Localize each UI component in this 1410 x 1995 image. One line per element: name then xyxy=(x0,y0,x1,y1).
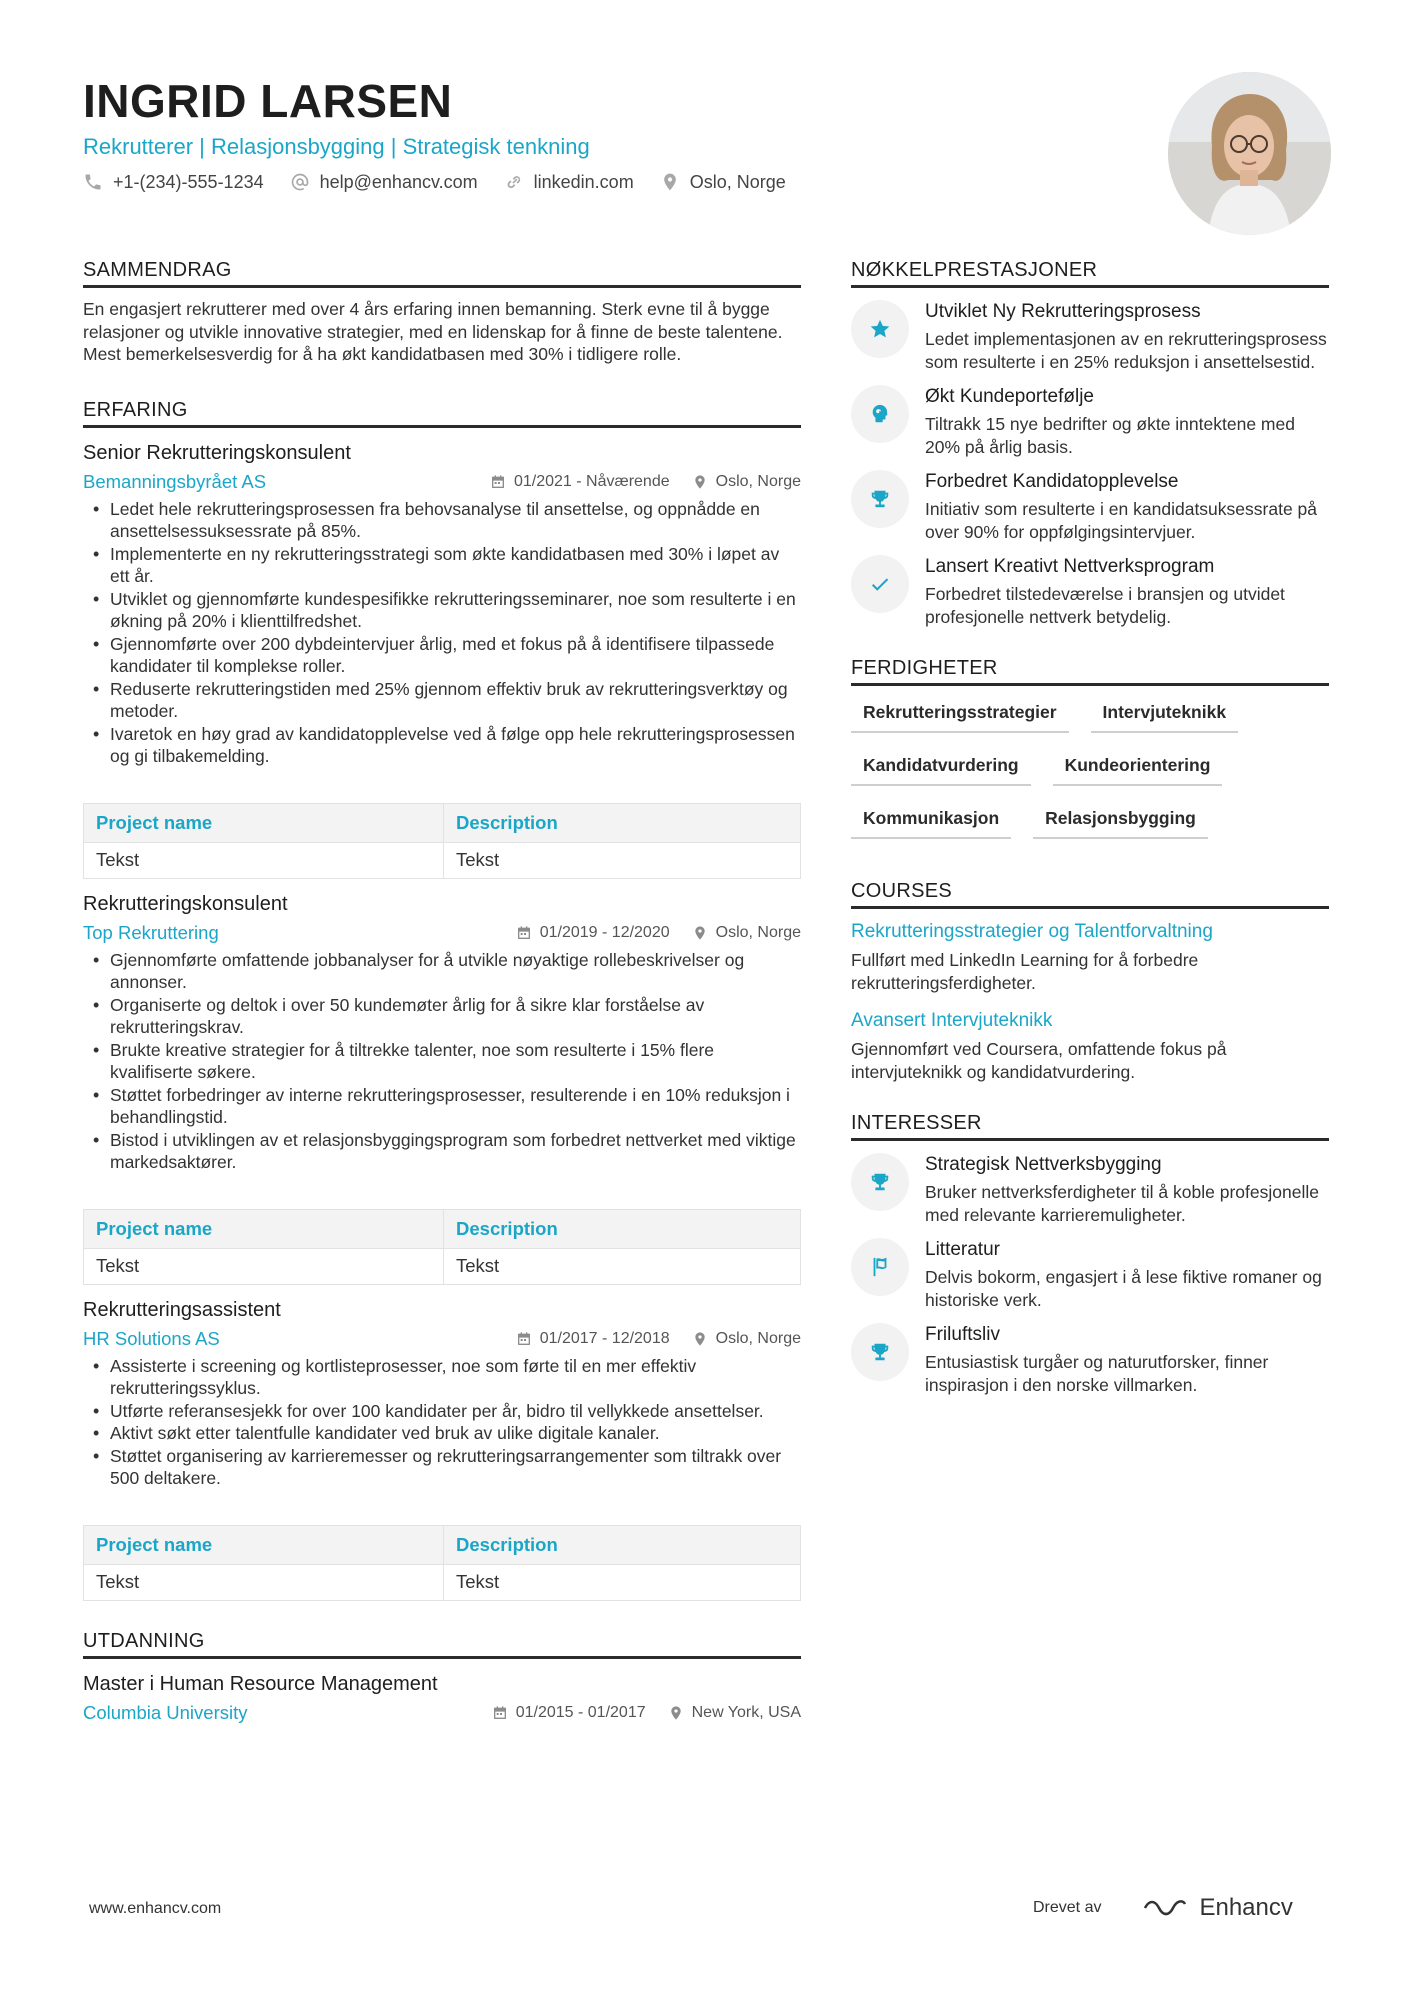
footer-branding xyxy=(1033,1894,1293,1922)
job-entry xyxy=(83,891,801,1285)
job-title: Rekrutteringsassistent xyxy=(83,1298,281,1321)
email-text[interactable]: help@enhancv.com xyxy=(319,171,478,192)
bullet-item: • Brukte kreative strategier for å tiltrekke talenter, noe som resulterte i 15% flere kvalifiserte søkere. xyxy=(83,1039,801,1084)
trophy-icon xyxy=(869,488,891,510)
profile-photo xyxy=(1168,72,1331,235)
interest-text: Entusiastisk turgåer og naturutforsker, finner inspirasjon i den norske villmarken. xyxy=(925,1352,1269,1395)
project-name-header: Project name xyxy=(84,1525,444,1564)
achievement-body xyxy=(925,300,1329,373)
skill-tag: Rekrutteringsstrategier xyxy=(851,702,1069,733)
section-title: NØKKELPRESTASJONER xyxy=(851,258,1329,288)
resume-header xyxy=(83,74,1143,196)
education-dates-text: 01/2015 - 01/2017 xyxy=(515,1703,646,1721)
bullet-item: • Støttet forbedringer av interne rekrutteringsprosesser, resulterende i en 10% reduksjon i behandlingstid. xyxy=(83,1084,801,1129)
project-name-header: Project name xyxy=(84,803,444,842)
brand-name: Enhancv xyxy=(1199,1894,1293,1921)
education-location xyxy=(668,1704,801,1722)
achievement-text: Initiativ som resulterte i en kandidatsuksessrate på over 90% for oppfølgingsintervjuer. xyxy=(925,499,1317,542)
job-dates-text: 01/2021 - Nåværende xyxy=(513,472,670,490)
job-meta xyxy=(83,470,801,494)
course-text: Gjennomført ved Coursera, omfattende fokus på intervjuteknikk og kandidatvurdering. xyxy=(851,1039,1227,1082)
achievement-body xyxy=(925,385,1329,458)
skills-section xyxy=(851,656,1329,839)
job-bullets xyxy=(83,1355,801,1490)
section-title: ERFARING xyxy=(83,398,801,428)
calendar-icon xyxy=(516,925,532,941)
project-desc-header: Description xyxy=(444,1209,801,1248)
achievement-icon-badge xyxy=(851,555,909,613)
course-title: Avansert Intervjuteknikk xyxy=(851,1010,1053,1031)
bullet-item: • Gjennomførte omfattende jobbanalyser for å utvikle nøyaktige rollebeskrivelser og annonser. xyxy=(83,949,801,994)
interest-title: Litteratur xyxy=(925,1239,1000,1260)
table-row xyxy=(84,1248,801,1284)
table-header-row xyxy=(84,1525,801,1564)
job-location-text: Oslo, Norge xyxy=(715,472,801,490)
job-title: Rekrutteringskonsulent xyxy=(83,892,288,915)
course-text: Fullført med LinkedIn Learning for å forbedre rekrutteringsferdigheter. xyxy=(851,950,1199,993)
job-dates xyxy=(490,473,670,491)
job-entry xyxy=(83,1297,801,1601)
skill-tag: Kandidatvurdering xyxy=(851,755,1031,786)
achievement-title: Lansert Kreativt Nettverksprogram xyxy=(925,556,1215,577)
achievement-title: Økt Kundeportefølje xyxy=(925,386,1094,407)
brain-icon xyxy=(869,403,891,425)
calendar-icon xyxy=(490,474,506,490)
achievement-item xyxy=(851,385,1329,458)
summary-section xyxy=(83,258,801,366)
achievement-icon-badge xyxy=(851,470,909,528)
company-name: Bemanningsbyrået AS xyxy=(83,470,267,492)
trophy-icon xyxy=(869,1341,891,1363)
summary-text: En engasjert rekrutterer med over 4 års erfaring innen bemanning. Sterk evne til å bygge relasjoner og utvikle innovative strategier, med en lidenskap for å finne de beste talentene. Mest bemerkelsesverdig for å ha økt kandidatbasen med 30% i tidligere rolle. xyxy=(83,299,783,364)
interest-title: Strategisk Nettverksbygging xyxy=(925,1154,1162,1175)
skill-tag: Kundeorientering xyxy=(1053,755,1223,786)
job-entry xyxy=(83,440,801,879)
phone-icon xyxy=(83,172,103,192)
bullet-item: • Bistod i utviklingen av et relasjonsbyggingsprogram som forbedret nettverket med viktige markedsaktører. xyxy=(83,1129,801,1174)
candidate-name: INGRID LARSEN xyxy=(83,75,453,127)
degree-title: Master i Human Resource Management xyxy=(83,1672,438,1695)
job-meta xyxy=(83,921,801,945)
location-text: Oslo, Norge xyxy=(689,171,786,192)
achievement-text: Ledet implementasjonen av en rekrutteringsprosess som resulterte i en 25% reduksjon i ansettelsestid. xyxy=(925,329,1327,372)
bullet-item: • Organiserte og deltok i over 50 kundemøter årlig for å sikre klar forståelse av rekrutteringskrav. xyxy=(83,994,801,1039)
job-dates-text: 01/2017 - 12/2018 xyxy=(539,1329,670,1347)
education-section xyxy=(83,1629,801,1725)
project-name-cell: Tekst xyxy=(84,842,444,878)
achievement-title: Utviklet Ny Rekrutteringsprosess xyxy=(925,301,1201,322)
education-dates xyxy=(492,1704,646,1722)
section-title: FERDIGHETER xyxy=(851,656,1329,686)
job-location-text: Oslo, Norge xyxy=(715,1329,801,1347)
interests-section xyxy=(851,1111,1329,1396)
flag-icon xyxy=(869,1256,891,1278)
skill-tag: Intervjuteknikk xyxy=(1091,702,1239,733)
left-column xyxy=(83,258,801,1747)
job-location xyxy=(692,1330,801,1348)
job-meta xyxy=(83,1327,801,1351)
table-row xyxy=(84,842,801,878)
interest-title: Friluftsliv xyxy=(925,1324,1000,1345)
section-title: UTDANNING xyxy=(83,1629,801,1659)
achievement-item xyxy=(851,470,1329,543)
enhancv-logo-icon xyxy=(1141,1896,1189,1920)
job-bullets xyxy=(83,949,801,1174)
contact-linkedin[interactable] xyxy=(504,172,634,193)
skill-tag: Relasjonsbygging xyxy=(1033,808,1208,839)
job-dates xyxy=(516,924,670,942)
section-title: INTERESSER xyxy=(851,1111,1329,1141)
achievement-text: Forbedret tilstedeværelse i bransjen og utvidet profesjonelle nettverk betydelig. xyxy=(925,584,1285,627)
job-location xyxy=(692,473,801,491)
interest-body xyxy=(925,1153,1329,1226)
contact-bar xyxy=(83,168,1143,196)
star-icon xyxy=(869,318,891,340)
contact-phone xyxy=(83,172,264,193)
project-name-cell: Tekst xyxy=(84,1564,444,1600)
interest-item xyxy=(851,1323,1329,1396)
check-icon xyxy=(869,573,891,595)
project-desc-cell: Tekst xyxy=(444,1248,801,1284)
powered-by-text: Drevet av xyxy=(1033,1899,1102,1916)
job-title: Senior Rekrutteringskonsulent xyxy=(83,441,351,464)
phone-text: +1-(234)-555-1234 xyxy=(113,171,264,192)
job-meta-right xyxy=(516,924,801,942)
footer-website[interactable]: www.enhancv.com xyxy=(89,1900,222,1917)
interest-item xyxy=(851,1238,1329,1311)
job-dates xyxy=(516,1330,670,1348)
course-item xyxy=(851,1008,1329,1083)
skill-tag: Kommunikasjon xyxy=(851,808,1011,839)
experience-section xyxy=(83,398,801,1601)
education-location-text: New York, USA xyxy=(691,1703,801,1721)
project-desc-header: Description xyxy=(444,1525,801,1564)
location-pin-icon xyxy=(692,1331,708,1347)
project-table xyxy=(83,1209,801,1285)
achievement-item xyxy=(851,300,1329,373)
project-desc-cell: Tekst xyxy=(444,1564,801,1600)
brand-logo[interactable] xyxy=(1141,1894,1292,1922)
contact-location xyxy=(660,172,786,193)
achievement-text: Tiltrakk 15 nye bedrifter og økte inntektene med 20% på årlig basis. xyxy=(925,414,1295,457)
job-location-text: Oslo, Norge xyxy=(715,923,801,941)
achievement-icon-badge xyxy=(851,385,909,443)
bullet-item: • Assisterte i screening og kortlisteprosesser, noe som førte til en mer effektiv rekrutteringssyklus. xyxy=(83,1355,801,1400)
course-item xyxy=(851,919,1329,994)
bullet-item: • Gjennomførte over 200 dybdeintervjuer årlig, med et fokus på å identifisere tilpassede kandidater til komplekse roller. xyxy=(83,633,801,678)
achievement-body xyxy=(925,555,1329,628)
achievement-title: Forbedret Kandidatopplevelse xyxy=(925,471,1179,492)
job-meta-right xyxy=(490,473,801,491)
job-meta-right xyxy=(516,1330,801,1348)
education-meta-right xyxy=(492,1704,801,1722)
project-desc-header: Description xyxy=(444,803,801,842)
project-table xyxy=(83,1525,801,1601)
linkedin-text[interactable]: linkedin.com xyxy=(533,171,634,192)
calendar-icon xyxy=(492,1705,508,1721)
trophy-icon xyxy=(869,1171,891,1193)
bullet-item: • Ledet hele rekrutteringsprosessen fra behovsanalyse til ansettelse, og oppnådde en ansettelsessuksessrate på 85%. xyxy=(83,498,801,543)
section-title: COURSES xyxy=(851,879,1329,909)
contact-email[interactable] xyxy=(290,172,478,193)
job-bullets xyxy=(83,498,801,768)
table-row xyxy=(84,1564,801,1600)
course-title: Rekrutteringsstrategier og Talentforvaltning xyxy=(851,921,1213,942)
bullet-item: • Implementerte en ny rekrutteringsstrategi som økte kandidatbasen med 30% i løpet av ett år. xyxy=(83,543,801,588)
bullet-item: • Utførte referansesjekk for over 100 kandidater per år, bidro til vellykkede ansettelser. xyxy=(83,1400,801,1423)
job-dates-text: 01/2019 - 12/2020 xyxy=(539,923,670,941)
right-column xyxy=(851,258,1329,1418)
location-pin-icon xyxy=(660,172,680,192)
candidate-headline: Rekrutterer | Relasjonsbygging | Strategisk tenkning xyxy=(83,134,590,159)
bullet-item: • Støttet organisering av karrieremesser og rekrutteringsarrangementer som tiltrakk over 500 deltakere. xyxy=(83,1445,801,1490)
project-table xyxy=(83,803,801,879)
interest-body xyxy=(925,1238,1329,1311)
school-name: Columbia University xyxy=(83,1701,248,1723)
achievements-section xyxy=(851,258,1329,628)
courses-section xyxy=(851,879,1329,1083)
achievement-item xyxy=(851,555,1329,628)
interest-icon-badge xyxy=(851,1323,909,1381)
location-pin-icon xyxy=(668,1705,684,1721)
section-title: SAMMENDRAG xyxy=(83,258,801,288)
table-header-row xyxy=(84,1209,801,1248)
achievement-body xyxy=(925,470,1329,543)
skills-list xyxy=(851,702,1329,839)
bullet-item: • Utviklet og gjennomførte kundespesifikke rekrutteringsseminarer, noe som resulterte i en økning på 20% i klienttilfredshet. xyxy=(83,588,801,633)
bullet-item: • Aktivt søkt etter talentfulle kandidater ved bruk av ulike digitale kanaler. xyxy=(83,1422,801,1445)
calendar-icon xyxy=(516,1331,532,1347)
table-header-row xyxy=(84,803,801,842)
interest-text: Bruker nettverksferdigheter til å koble profesjonelle med relevante karrieremuligheter. xyxy=(925,1182,1319,1225)
project-desc-cell: Tekst xyxy=(444,842,801,878)
location-pin-icon xyxy=(692,474,708,490)
interest-icon-badge xyxy=(851,1238,909,1296)
link-icon xyxy=(504,172,524,192)
bullet-item: • Reduserte rekrutteringstiden med 25% gjennom effektiv bruk av rekrutteringsverktøy og metoder. xyxy=(83,678,801,723)
at-icon xyxy=(290,172,310,192)
achievement-icon-badge xyxy=(851,300,909,358)
education-meta xyxy=(83,1701,801,1725)
project-name-cell: Tekst xyxy=(84,1248,444,1284)
project-name-header: Project name xyxy=(84,1209,444,1248)
bullet-item: • Ivaretok en høy grad av kandidatopplevelse ved å følge opp hele rekrutteringsprosessen og gi tilbakemelding. xyxy=(83,723,801,768)
job-location xyxy=(692,924,801,942)
company-name: HR Solutions AS xyxy=(83,1327,220,1349)
interest-text: Delvis bokorm, engasjert i å lese fiktive romaner og historiske verk. xyxy=(925,1267,1322,1310)
interest-icon-badge xyxy=(851,1153,909,1211)
company-name: Top Rekruttering xyxy=(83,921,219,943)
location-pin-icon xyxy=(692,925,708,941)
interest-item xyxy=(851,1153,1329,1226)
interest-body xyxy=(925,1323,1329,1396)
